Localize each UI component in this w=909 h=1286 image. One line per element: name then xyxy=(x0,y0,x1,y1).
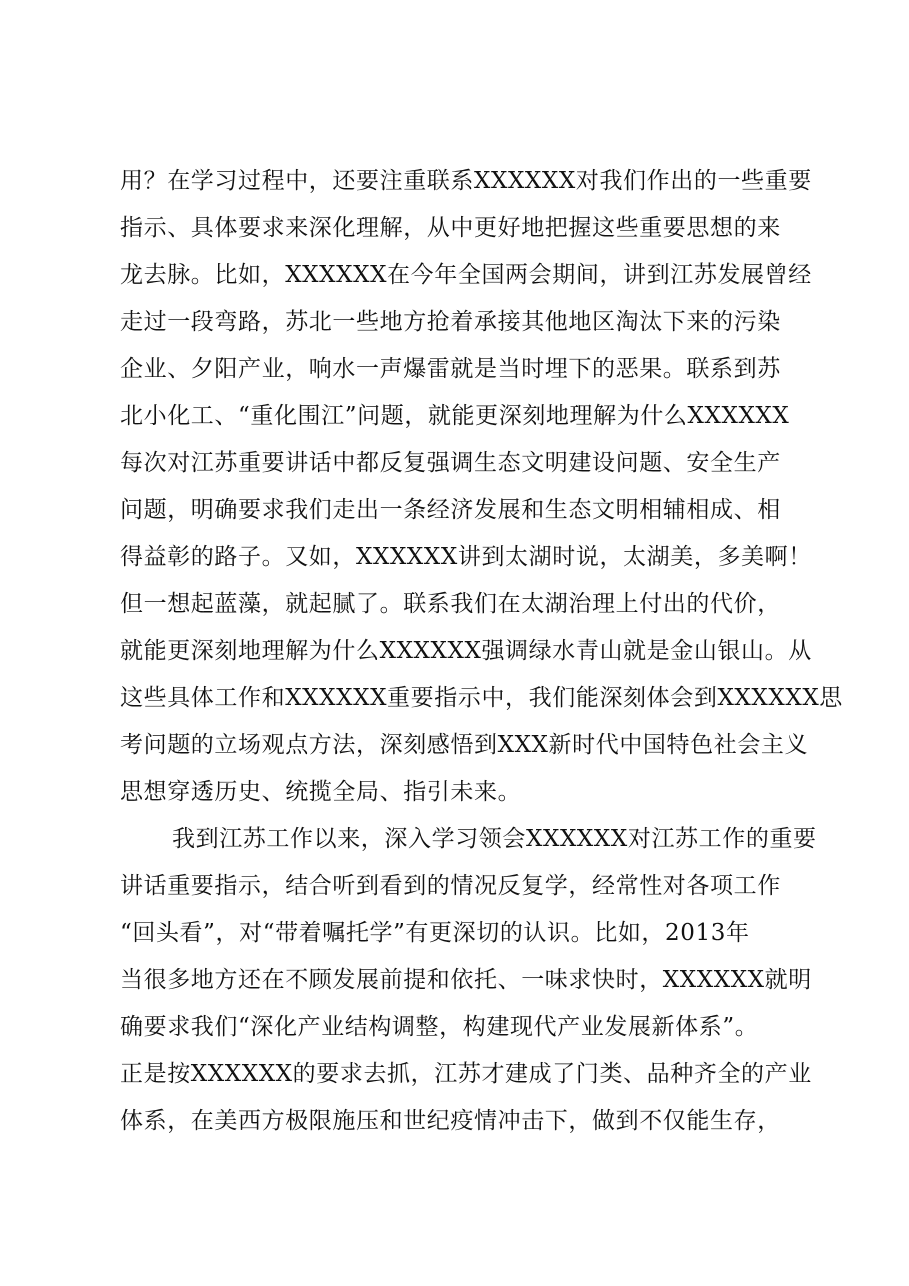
paragraph-line: 问题，明确要求我们走出一条经济发展和生态文明相辅相成、相 xyxy=(120,497,781,523)
paragraph-line: 得益彰的路子。又如，XXXXXX讲到太湖时说，太湖美，多美啊！ xyxy=(120,544,812,570)
paragraph-line: 考问题的立场观点方法，深刻感悟到XXX新时代中国特色社会主义 xyxy=(120,732,809,758)
paragraph-line: 用？在学习过程中，还要注重联系XXXXXX对我们作出的一些重要 xyxy=(120,168,812,194)
paragraph-line: 走过一段弯路，苏北一些地方抢着承接其他地区淘汰下来的污染 xyxy=(120,309,781,335)
paragraph-line: 思想穿透历史、统揽全局、指引未来。 xyxy=(120,779,522,805)
paragraph-line: 指示、具体要求来深化理解，从中更好地把握这些重要思想的来 xyxy=(120,215,781,241)
paragraph-line: 当很多地方还在不顾发展前提和依托、一味求快时，XXXXXX就明 xyxy=(120,967,812,993)
paragraph-line: 就能更深刻地理解为什么XXXXXX强调绿水青山就是金山银山。从 xyxy=(120,638,812,664)
paragraph-line: 但一想起蓝藻，就起腻了。联系我们在太湖治理上付出的代价， xyxy=(120,591,781,617)
paragraph-line: 讲话重要指示，结合听到看到的情况反复学，经常性对各项工作 xyxy=(120,873,781,899)
paragraph-line: 每次对江苏重要讲话中都反复强调生态文明建设问题、安全生产 xyxy=(120,450,781,476)
paragraph-line: 体系，在美西方极限施压和世纪疫情冲击下，做到不仅能生存， xyxy=(120,1108,781,1134)
paragraph-line: 龙去脉。比如，XXXXXX在今年全国两会期间，讲到江苏发展曾经 xyxy=(120,262,812,288)
paragraph-line: 企业、夕阳产业，响水一声爆雷就是当时埋下的恶果。联系到苏 xyxy=(120,356,781,382)
paragraph-line: 确要求我们“深化产业结构调整，构建现代产业发展新体系”。 xyxy=(120,1014,759,1040)
paragraph-line: “回头看”，对“带着嘱托学”有更深切的认识。比如，2013年 xyxy=(120,920,750,946)
paragraph-line: 正是按XXXXXX的要求去抓，江苏才建成了门类、品种齐全的产业 xyxy=(120,1061,812,1087)
paragraph-line: 北小化工、“重化围江”问题，就能更深刻地理解为什么XXXXXX xyxy=(120,403,790,429)
paragraph-line: 这些具体工作和XXXXXX重要指示中，我们能深刻体会到XXXXXX思 xyxy=(120,685,843,711)
paragraph-line: 我到江苏工作以来，深入学习领会XXXXXX对江苏工作的重要 xyxy=(172,826,817,852)
